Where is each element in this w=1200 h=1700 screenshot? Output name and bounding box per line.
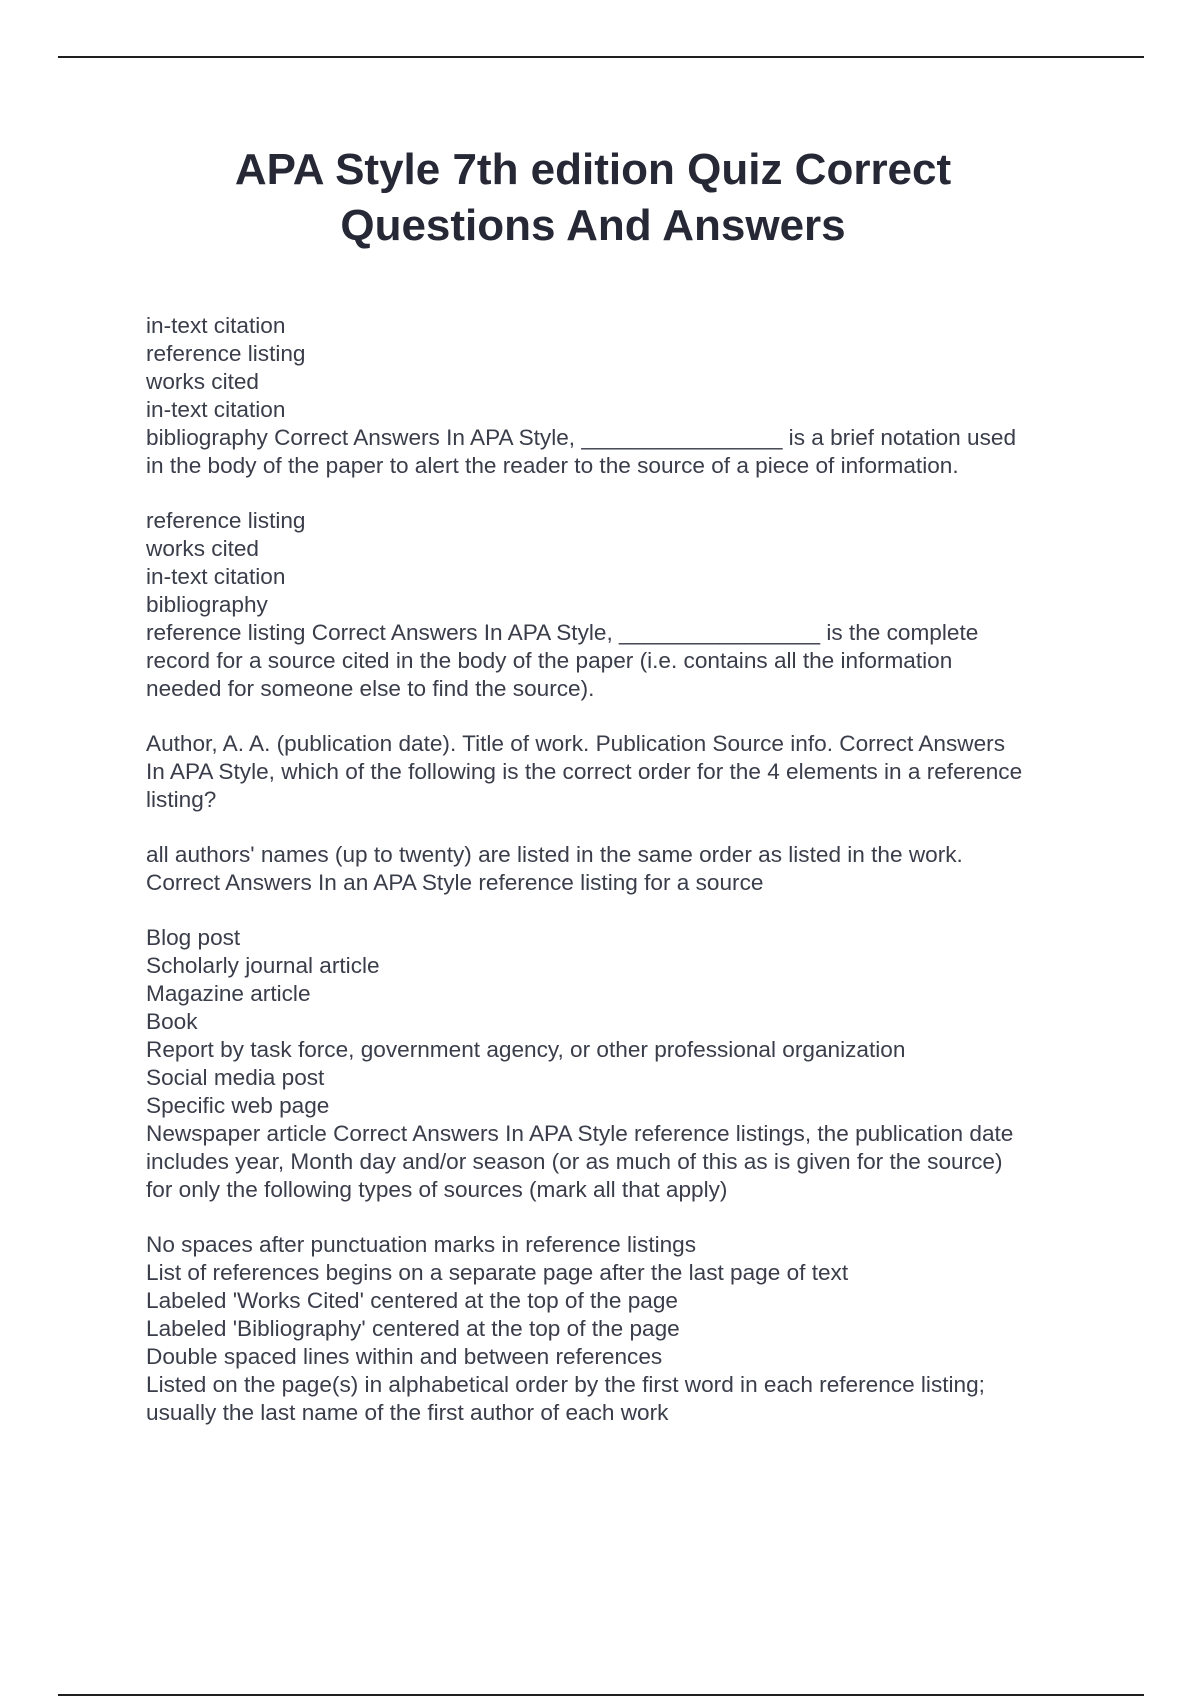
- text-line: Specific web page: [146, 1093, 330, 1118]
- text-line: In APA Style, which of the following is the correct order for the 4 elements in a reference: [146, 759, 1023, 784]
- text-line: No spaces after punctuation marks in reference listings: [146, 1232, 697, 1257]
- qa-block-3: [146, 730, 1096, 814]
- text-line: Social media post: [146, 1065, 325, 1090]
- text-line: List of references begins on a separate page after the last page of text: [146, 1260, 849, 1285]
- text-line: in the body of the paper to alert the reader to the source of a piece of information.: [146, 453, 959, 478]
- text-line: in-text citation: [146, 564, 286, 589]
- text-line: works cited: [146, 536, 260, 561]
- top-rule: [58, 56, 1144, 58]
- text-line: all authors' names (up to twenty) are listed in the same order as listed in the work.: [146, 842, 963, 867]
- text-line: Scholarly journal article: [146, 953, 380, 978]
- text-line: Labeled 'Bibliography' centered at the top of the page: [146, 1316, 680, 1341]
- text-line: usually the last name of the first author of each work: [146, 1400, 669, 1425]
- text-line: reference listing Correct Answers In APA Style, ________________ is the complete: [146, 620, 979, 645]
- text-line: Double spaced lines within and between references: [146, 1344, 663, 1369]
- text-line: for only the following types of sources (mark all that apply): [146, 1177, 728, 1202]
- text-line: reference listing: [146, 508, 306, 533]
- text-line: bibliography Correct Answers In APA Style, ________________ is a brief notation used: [146, 425, 1017, 450]
- text-line: record for a source cited in the body of the paper (i.e. contains all the information: [146, 648, 953, 673]
- text-line: Labeled 'Works Cited' centered at the top of the page: [146, 1288, 678, 1313]
- document-title: [130, 142, 1056, 254]
- text-line: Correct Answers In an APA Style reference listing for a source: [146, 870, 764, 895]
- text-line: Book: [146, 1009, 198, 1034]
- text-line: reference listing: [146, 341, 306, 366]
- text-line: listing?: [146, 787, 217, 812]
- text-line: works cited: [146, 369, 260, 394]
- qa-block-1: [146, 312, 1096, 480]
- text-line: in-text citation: [146, 313, 286, 338]
- title-line-1: APA Style 7th edition Quiz Correct: [234, 145, 952, 194]
- text-line: Magazine article: [146, 981, 311, 1006]
- qa-block-4: [146, 841, 1096, 897]
- bottom-rule: [58, 1694, 1144, 1696]
- text-line: bibliography: [146, 592, 268, 617]
- text-line: Blog post: [146, 925, 241, 950]
- qa-block-2: [146, 507, 1096, 703]
- qa-block-6: [146, 1231, 1096, 1427]
- text-line: Newspaper article Correct Answers In APA Style reference listings, the publication date: [146, 1121, 1014, 1146]
- title-line-2: Questions And Answers: [340, 201, 846, 250]
- text-line: in-text citation: [146, 397, 286, 422]
- document-body: [146, 312, 1096, 1454]
- text-line: includes year, Month day and/or season (or as much of this as is given for the source): [146, 1149, 1003, 1174]
- text-line: needed for someone else to find the source).: [146, 676, 595, 701]
- text-line: Listed on the page(s) in alphabetical order by the first word in each reference listing;: [146, 1372, 985, 1397]
- qa-block-5: [146, 924, 1096, 1204]
- text-line: Author, A. A. (publication date). Title of work. Publication Source info. Correct Answers: [146, 731, 1005, 756]
- text-line: Report by task force, government agency, or other professional organization: [146, 1037, 906, 1062]
